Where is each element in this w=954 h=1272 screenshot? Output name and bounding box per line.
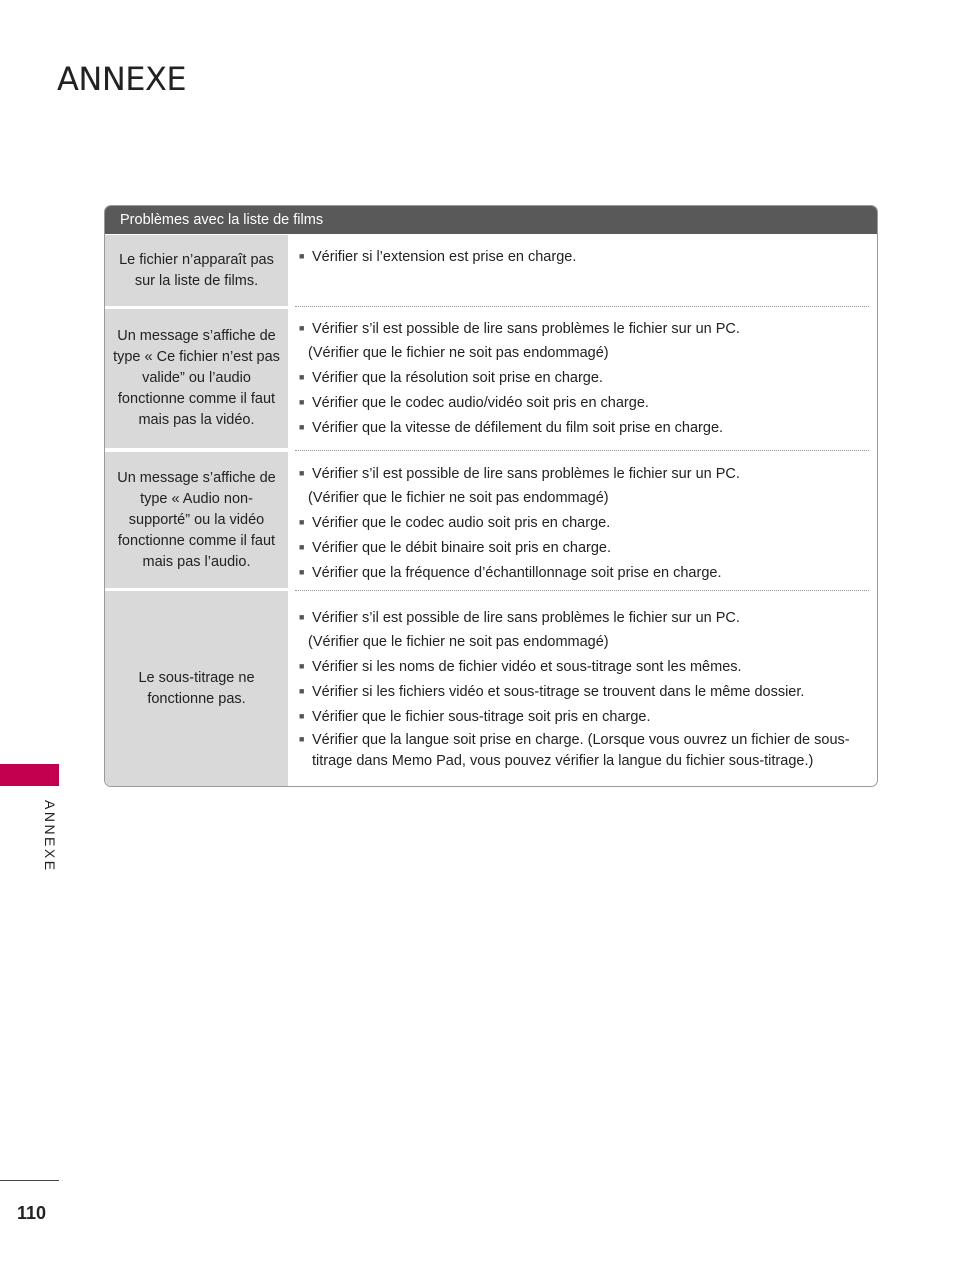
problem-text: Le sous-titrage ne fonctionne pas. — [138, 670, 255, 707]
square-bullet-icon: ■ — [299, 397, 305, 407]
square-bullet-icon: ■ — [299, 734, 305, 744]
row-divider — [295, 450, 869, 451]
footer-divider — [0, 1180, 59, 1181]
square-bullet-icon: ■ — [299, 372, 305, 382]
problem-text: Le fichier n’apparaît pas sur la liste de films. — [119, 251, 274, 289]
list-item: ■ Vérifier s’il est possible de lire sans problèmes le fichier sur un PC. — [299, 461, 869, 486]
list-item: ■ Vérifier si les noms de fichier vidéo et sous-titrage sont les mêmes. — [299, 654, 869, 679]
list-item: ■ Vérifier que la résolution soit prise en charge. — [299, 365, 869, 390]
list-item: ■ Vérifier si les fichiers vidéo et sous-titrage se trouvent dans le même dossier. — [299, 679, 869, 704]
solution-list — [299, 316, 869, 440]
solution-list — [299, 605, 869, 772]
solution-cell — [299, 235, 869, 306]
list-item: ■ Vérifier que la vitesse de défilement du film soit prise en charge. — [299, 415, 869, 440]
list-item: (Vérifier que le fichier ne soit pas endommagé) — [308, 634, 609, 650]
square-bullet-icon: ■ — [299, 542, 305, 552]
solution-cell — [299, 452, 869, 588]
section-tab — [0, 764, 59, 786]
list-item: ■ Vérifier que le fichier sous-titrage soit pris en charge. — [299, 704, 869, 729]
list-item: ■ Vérifier que la fréquence d’échantillonnage soit prise en charge. — [299, 560, 869, 585]
page-number: 110 — [17, 1203, 47, 1223]
solution-list — [299, 244, 869, 269]
table-row — [105, 309, 877, 448]
square-bullet-icon: ■ — [299, 661, 305, 671]
troubleshooting-table — [104, 205, 878, 787]
square-bullet-icon: ■ — [299, 711, 305, 721]
table-row — [105, 452, 877, 588]
square-bullet-icon: ■ — [299, 686, 305, 696]
square-bullet-icon: ■ — [299, 251, 305, 261]
solution-cell — [299, 591, 869, 787]
list-item: (Vérifier que le fichier ne soit pas endommagé) — [308, 345, 609, 361]
solution-cell — [299, 309, 869, 448]
list-item: (Vérifier que le fichier ne soit pas endommagé) — [308, 490, 609, 506]
list-item: ■ Vérifier si l’extension est prise en charge. — [299, 244, 869, 269]
table-row — [105, 591, 877, 787]
problem-cell — [105, 452, 288, 588]
problem-cell — [105, 235, 288, 306]
square-bullet-icon: ■ — [299, 517, 305, 527]
square-bullet-icon: ■ — [299, 468, 305, 478]
problem-cell — [105, 309, 288, 448]
square-bullet-icon: ■ — [299, 612, 305, 622]
row-divider — [295, 306, 869, 307]
solution-list — [299, 461, 869, 585]
square-bullet-icon: ■ — [299, 567, 305, 577]
list-item: ■ Vérifier que le débit binaire soit pris en charge. — [299, 535, 869, 560]
list-item: ■ Vérifier s’il est possible de lire sans problèmes le fichier sur un PC. — [299, 605, 869, 630]
list-item: ■ Vérifier que le codec audio/vidéo soit pris en charge. — [299, 390, 869, 415]
table-header: Problèmes avec la liste de films — [105, 206, 877, 234]
page-title: ANNEXE — [57, 60, 187, 98]
square-bullet-icon: ■ — [299, 422, 305, 432]
square-bullet-icon: ■ — [299, 323, 305, 333]
problem-cell — [105, 591, 288, 787]
list-item: ■ Vérifier que le codec audio soit pris en charge. — [299, 510, 869, 535]
list-item: ■ Vérifier que la langue soit prise en charge. (Lorsque vous ouvrez un fichier de sous-titrage dans Memo Pad, vous pouvez vérifier la langue du fichier sous-titrage.) — [299, 729, 869, 772]
section-side-label: ANNEXE — [42, 800, 58, 873]
problem-text: Un message s’affiche de type « Audio non-supporté” ou la vidéo fonctionne comme il faut mais pas l’audio. — [117, 469, 276, 570]
problem-text: Un message s’affiche de type « Ce fichier n’est pas valide” ou l’audio fonctionne comme il faut mais pas la vidéo. — [113, 328, 280, 428]
table-row — [105, 235, 877, 306]
list-item: ■ Vérifier s’il est possible de lire sans problèmes le fichier sur un PC. — [299, 316, 869, 341]
